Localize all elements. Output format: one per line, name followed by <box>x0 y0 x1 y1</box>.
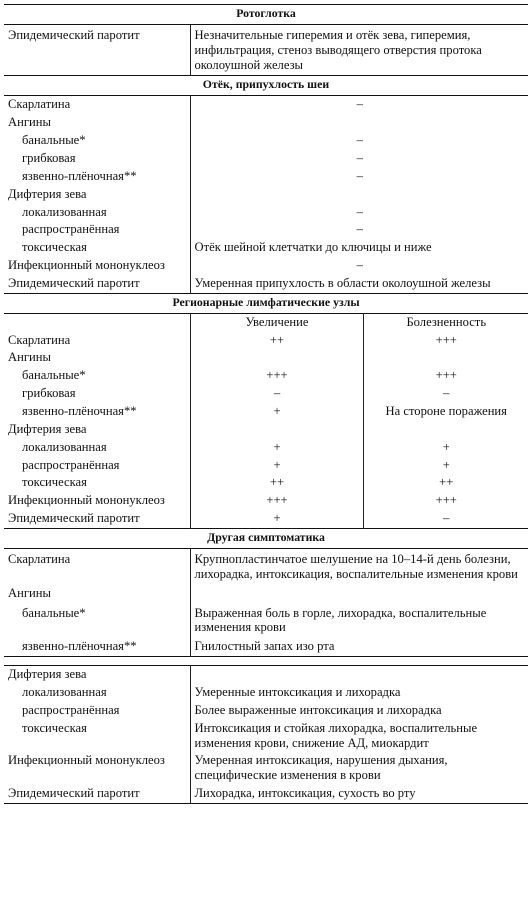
table-row <box>4 385 528 403</box>
enlargement-value: ++ <box>190 332 363 350</box>
table-row <box>4 421 528 439</box>
table-row <box>4 257 528 275</box>
row-label: банальные* <box>4 367 190 385</box>
enlargement-value: – <box>190 385 363 403</box>
row-label: локализованная <box>4 204 190 222</box>
tenderness-value: – <box>443 386 450 401</box>
column-header-enlargement: Увеличение <box>190 313 363 331</box>
row-value: – <box>356 168 363 183</box>
table-row <box>4 403 528 421</box>
table-row <box>4 204 528 222</box>
row-value: Умеренные интоксикация и лихорадка <box>194 684 401 699</box>
table-row <box>4 684 528 702</box>
row-label: Эпидемический паротит <box>4 510 190 528</box>
table-row <box>4 168 528 186</box>
tenderness-value: На стороне поражения <box>385 404 507 419</box>
row-value: Умеренная интоксикация, нарушения дыхания, специфические изменения в крови <box>194 753 448 783</box>
row-label: локализованная <box>4 684 190 702</box>
row-label: распространённая <box>4 221 190 239</box>
row-value: Гнилостный запах изо рта <box>194 639 335 654</box>
enlargement-value: ++ <box>190 474 363 492</box>
table-row <box>4 603 528 639</box>
table-row <box>4 96 528 114</box>
row-label: Дифтерия зева <box>4 186 190 204</box>
row-label: Дифтерия зева <box>4 666 190 684</box>
row-value: – <box>356 204 363 219</box>
row-label: язвенно-плёночная** <box>4 638 190 656</box>
enlargement-value <box>190 421 363 439</box>
row-label: Инфекционный мононуклеоз <box>4 492 190 510</box>
enlargement-value: + <box>190 510 363 528</box>
row-label: язвенно-плёночная** <box>4 403 190 421</box>
table-row <box>4 367 528 385</box>
table-row <box>4 439 528 457</box>
row-label: Дифтерия зева <box>4 421 190 439</box>
row-label: Эпидемический паротит <box>4 275 190 293</box>
table-row <box>4 510 528 528</box>
row-value: – <box>356 97 363 112</box>
table-row <box>4 132 528 150</box>
tenderness-value: +++ <box>435 332 457 347</box>
row-label: грибковая <box>4 150 190 168</box>
table-row <box>4 221 528 239</box>
row-value: Отёк шейной клетчатки до ключицы и ниже <box>194 240 432 255</box>
tenderness-value: + <box>442 457 450 472</box>
row-value: – <box>356 258 363 273</box>
row-label: Скарлатина <box>4 332 190 350</box>
table-row <box>4 720 528 753</box>
table-row <box>4 666 528 684</box>
row-value: Крупнопластинчатое шелушение на 10–14-й день болезни, лихорадка, интоксикация, воспалительные изменения крови <box>194 551 518 581</box>
row-label: Ангины <box>4 585 190 603</box>
row-value <box>190 114 528 132</box>
row-value: Интоксикация и стойкая лихорадка, воспалительные изменения крови, снижение АД, миокардит <box>194 720 478 750</box>
row-value <box>190 666 528 684</box>
table-row <box>4 349 528 367</box>
table-row <box>4 474 528 492</box>
row-value: – <box>356 150 363 165</box>
row-label: распространённая <box>4 702 190 720</box>
section-title: Ротоглотка <box>4 5 528 25</box>
row-label: Эпидемический паротит <box>4 785 190 803</box>
section-title: Регионарные лимфатические узлы <box>4 293 528 313</box>
page-break-gap <box>4 657 528 666</box>
tenderness-value <box>363 421 528 439</box>
section-header-lymph-nodes <box>4 293 528 313</box>
row-label: банальные* <box>4 132 190 150</box>
tenderness-value: – <box>443 511 450 526</box>
table-row <box>4 24 528 76</box>
row-label: Ангины <box>4 349 190 367</box>
empty-header-cell <box>4 313 190 331</box>
section-title: Другая симптоматика <box>4 529 528 549</box>
table-row <box>4 785 528 803</box>
table-row <box>4 457 528 475</box>
tenderness-value: + <box>442 439 450 454</box>
row-value: – <box>356 133 363 148</box>
enlargement-value: + <box>190 439 363 457</box>
row-label: Инфекционный мононуклеоз <box>4 257 190 275</box>
table-row <box>4 239 528 257</box>
enlargement-value: + <box>190 403 363 421</box>
table-row <box>4 186 528 204</box>
row-label: грибковая <box>4 385 190 403</box>
symptom-table-page <box>4 4 528 804</box>
column-header-tenderness: Болезненность <box>406 314 487 329</box>
tenderness-value: +++ <box>435 493 457 508</box>
row-value <box>190 186 528 204</box>
row-label: распространённая <box>4 457 190 475</box>
row-label: Ангины <box>4 114 190 132</box>
enlargement-value: +++ <box>190 492 363 510</box>
row-value: Умеренная припухлость в области околоушной железы <box>194 275 491 290</box>
symptom-table <box>4 4 528 804</box>
table-row <box>4 150 528 168</box>
tenderness-value <box>363 349 528 367</box>
section-header-oropharynx <box>4 5 528 25</box>
section-header-other-symptoms <box>4 529 528 549</box>
row-value: – <box>356 222 363 237</box>
row-label: токсическая <box>4 239 190 257</box>
row-label: Эпидемический паротит <box>4 24 190 76</box>
row-value: Незначительные гиперемия и отёк зева, гиперемия, инфильтрация, стеноз выводящего отверстия протока околоушной железы <box>194 27 482 72</box>
table-row <box>4 548 528 584</box>
row-label: Инфекционный мононуклеоз <box>4 752 190 785</box>
enlargement-value: + <box>190 457 363 475</box>
row-label: локализованная <box>4 439 190 457</box>
row-label: банальные* <box>4 603 190 639</box>
column-header-row <box>4 313 528 331</box>
tenderness-value: ++ <box>439 475 454 490</box>
row-label: язвенно-плёночная** <box>4 168 190 186</box>
tenderness-value: +++ <box>435 368 457 383</box>
row-value: Более выраженные интоксикация и лихорадка <box>194 702 442 717</box>
table-row <box>4 114 528 132</box>
row-label: Скарлатина <box>4 96 190 114</box>
section-title: Отёк, припухлость шеи <box>4 76 528 96</box>
enlargement-value: +++ <box>190 367 363 385</box>
enlargement-value <box>190 349 363 367</box>
row-label: токсическая <box>4 720 190 753</box>
section-header-neck-swelling <box>4 76 528 96</box>
row-value: Выраженная боль в горле, лихорадка, воспалительные изменения крови <box>194 605 487 635</box>
row-value: Лихорадка, интоксикация, сухость во рту <box>194 786 416 801</box>
row-value <box>190 585 528 603</box>
table-row <box>4 752 528 785</box>
row-label: Скарлатина <box>4 548 190 584</box>
table-row <box>4 638 528 656</box>
table-row <box>4 332 528 350</box>
table-row <box>4 492 528 510</box>
table-row <box>4 702 528 720</box>
table-row <box>4 585 528 603</box>
table-row <box>4 275 528 293</box>
row-label: токсическая <box>4 474 190 492</box>
